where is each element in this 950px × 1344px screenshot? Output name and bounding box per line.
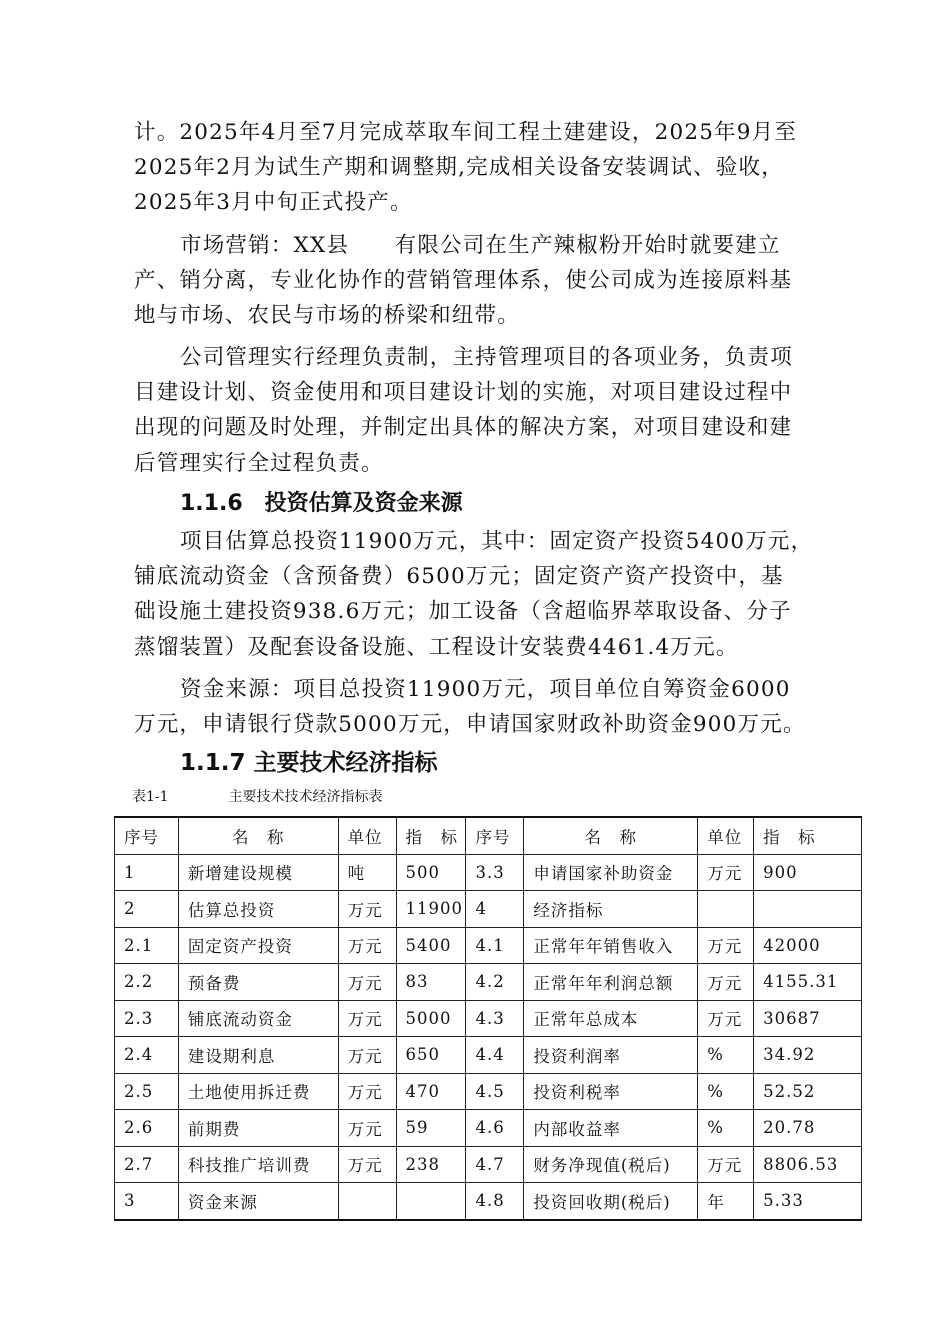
paragraph-line: 2025年2月为试生产期和调整期,完成相关设备安装调试、验收，	[134, 155, 784, 180]
table-cell	[698, 891, 754, 928]
table-cell: 2.3	[115, 1000, 179, 1037]
table-cell: 3	[115, 1183, 179, 1220]
table-cell: 2.6	[115, 1110, 179, 1147]
table-cell: 正常年年销售收入	[524, 927, 698, 964]
header-cell: 序号	[115, 817, 179, 854]
table-cell: 8806.53	[754, 1146, 862, 1183]
header-cell: 序号	[466, 817, 524, 854]
table-cell: 11900	[396, 891, 466, 928]
table-cell: %	[698, 1073, 754, 1110]
table-cell: 900	[754, 854, 862, 891]
table-cell: 固定资产投资	[178, 927, 338, 964]
table-cell: 新增建设规模	[178, 854, 338, 891]
table-cell: 正常年年利润总额	[524, 964, 698, 1001]
table-row	[115, 1146, 862, 1183]
header-cell: 单位	[698, 817, 754, 854]
table-cell: 238	[396, 1146, 466, 1183]
table-cell: 83	[396, 964, 466, 1001]
table-cell: 建设期利息	[178, 1037, 338, 1074]
paragraph-line: 后管理实行全过程负责。	[134, 451, 384, 476]
table-cell: 万元	[338, 891, 396, 928]
table-cell: 20.78	[754, 1110, 862, 1147]
table-cell: 5.33	[754, 1183, 862, 1220]
table-cell	[396, 1183, 466, 1220]
table-cell: 650	[396, 1037, 466, 1074]
table-row	[115, 1073, 862, 1110]
table-cell: 年	[698, 1183, 754, 1220]
header-cell: 名 称	[524, 817, 698, 854]
table-cell: 34.92	[754, 1037, 862, 1074]
table-cell: 科技推广培训费	[178, 1146, 338, 1183]
table-cell: %	[698, 1110, 754, 1147]
section-heading-1-1-6: 1.1.6 投资估算及资金来源	[180, 491, 463, 516]
table-cell: 万元	[338, 1073, 396, 1110]
table-row	[115, 1183, 862, 1220]
table-cell: 投资利税率	[524, 1073, 698, 1110]
table-cell: 4155.31	[754, 964, 862, 1001]
paragraph-line: 资金来源：项目总投资11900万元，项目单位自筹资金6000	[180, 677, 791, 702]
table-cell: 4.1	[466, 927, 524, 964]
table-cell: 前期费	[178, 1110, 338, 1147]
paragraph-line: 项目估算总投资11900万元，其中：固定资产投资5400万元，	[180, 529, 814, 554]
table-row	[115, 854, 862, 891]
table-cell: 投资利润率	[524, 1037, 698, 1074]
table-cell: 财务净现值(税后)	[524, 1146, 698, 1183]
table-cell: 2.1	[115, 927, 179, 964]
table-cell: 4	[466, 891, 524, 928]
table-cell: 万元	[698, 1146, 754, 1183]
table-cell: 4.5	[466, 1073, 524, 1110]
table-cell: 4.2	[466, 964, 524, 1001]
table-cell: 2	[115, 891, 179, 928]
table-cell: 42000	[754, 927, 862, 964]
table-cell: 5400	[396, 927, 466, 964]
paragraph-line: 铺底流动资金（含预备费）6500万元；固定资产资产投资中，基	[134, 564, 784, 589]
paragraph-line: 目建设计划、资金使用和项目建设计划的实施，对项目建设过程中	[134, 380, 793, 405]
table-cell: 经济指标	[524, 891, 698, 928]
table-cell: 万元	[698, 964, 754, 1001]
paragraph-line: 蒸馏装置）及配套设备设施、工程设计安装费4461.4万元。	[134, 635, 739, 660]
table-cell	[754, 891, 862, 928]
header-cell: 名 称	[178, 817, 338, 854]
paragraph-line: 产、销分离，专业化协作的营销管理体系，使公司成为连接原料基	[134, 268, 793, 293]
table-cell: 5000	[396, 1000, 466, 1037]
table-caption-label: 表1-1	[132, 789, 169, 805]
table-cell	[338, 1183, 396, 1220]
table-cell: 土地使用拆迁费	[178, 1073, 338, 1110]
table-row	[115, 891, 862, 928]
paragraph-line: 计。2025年4月至7月完成萃取车间工程土建建设，2025年9月至	[134, 120, 798, 145]
section-heading-1-1-7: 1.1.7 主要技术经济指标	[180, 750, 438, 776]
table-row	[115, 1000, 862, 1037]
table-cell: 59	[396, 1110, 466, 1147]
table-cell: 2.2	[115, 964, 179, 1001]
table-cell: 500	[396, 854, 466, 891]
indicator-table	[114, 816, 862, 1221]
table-cell: 4.8	[466, 1183, 524, 1220]
table-cell: 万元	[338, 927, 396, 964]
table-caption	[132, 786, 382, 806]
table-cell: 52.52	[754, 1073, 862, 1110]
table-cell: 内部收益率	[524, 1110, 698, 1147]
table-cell: 万元	[338, 1000, 396, 1037]
table-cell: 预备费	[178, 964, 338, 1001]
paragraph-line: 出现的问题及时处理，并制定出具体的解决方案，对项目建设和建	[134, 415, 793, 440]
paragraph-line: 公司管理实行经理负责制，主持管理项目的各项业务，负责项	[180, 345, 793, 370]
table-cell: 30687	[754, 1000, 862, 1037]
table-cell: 投资回收期(税后)	[524, 1183, 698, 1220]
table-cell: 估算总投资	[178, 891, 338, 928]
table-cell: 2.5	[115, 1073, 179, 1110]
table-cell: 申请国家补助资金	[524, 854, 698, 891]
table-cell: 吨	[338, 854, 396, 891]
header-cell: 单位	[338, 817, 396, 854]
table-header-row	[115, 817, 862, 854]
table-cell: 万元	[338, 964, 396, 1001]
header-cell: 指 标	[754, 817, 862, 854]
table-cell: 万元	[698, 927, 754, 964]
table-cell: 1	[115, 854, 179, 891]
table-cell: %	[698, 1037, 754, 1074]
table-row	[115, 1037, 862, 1074]
table-cell: 万元	[698, 1000, 754, 1037]
table-caption-title: 主要技术技术经济指标表	[228, 789, 383, 805]
paragraph-line: 市场营销：XX县 有限公司在生产辣椒粉开始时就要建立	[180, 233, 781, 258]
table-cell: 铺底流动资金	[178, 1000, 338, 1037]
table-cell: 万元	[338, 1037, 396, 1074]
table-cell: 470	[396, 1073, 466, 1110]
paragraph-line: 础设施土建投资938.6万元；加工设备（含超临界萃取设备、分子	[134, 599, 792, 624]
table-cell: 4.7	[466, 1146, 524, 1183]
table-cell: 正常年总成本	[524, 1000, 698, 1037]
table-cell: 4.4	[466, 1037, 524, 1074]
table-cell: 2.7	[115, 1146, 179, 1183]
table-cell: 万元	[338, 1110, 396, 1147]
table-cell: 万元	[698, 854, 754, 891]
table-cell: 4.3	[466, 1000, 524, 1037]
table-cell: 2.4	[115, 1037, 179, 1074]
paragraph-line: 万元，申请银行贷款5000万元，申请国家财政补助资金900万元。	[134, 712, 806, 737]
table-cell: 资金来源	[178, 1183, 338, 1220]
table-row	[115, 964, 862, 1001]
table-cell: 万元	[338, 1146, 396, 1183]
table-cell: 3.3	[466, 854, 524, 891]
table-row	[115, 1110, 862, 1147]
paragraph-line: 地与市场、农民与市场的桥梁和纽带。	[134, 303, 520, 328]
table-row	[115, 927, 862, 964]
paragraph-line: 2025年3月中旬正式投产。	[134, 190, 413, 215]
header-cell: 指 标	[396, 817, 466, 854]
table-cell: 4.6	[466, 1110, 524, 1147]
